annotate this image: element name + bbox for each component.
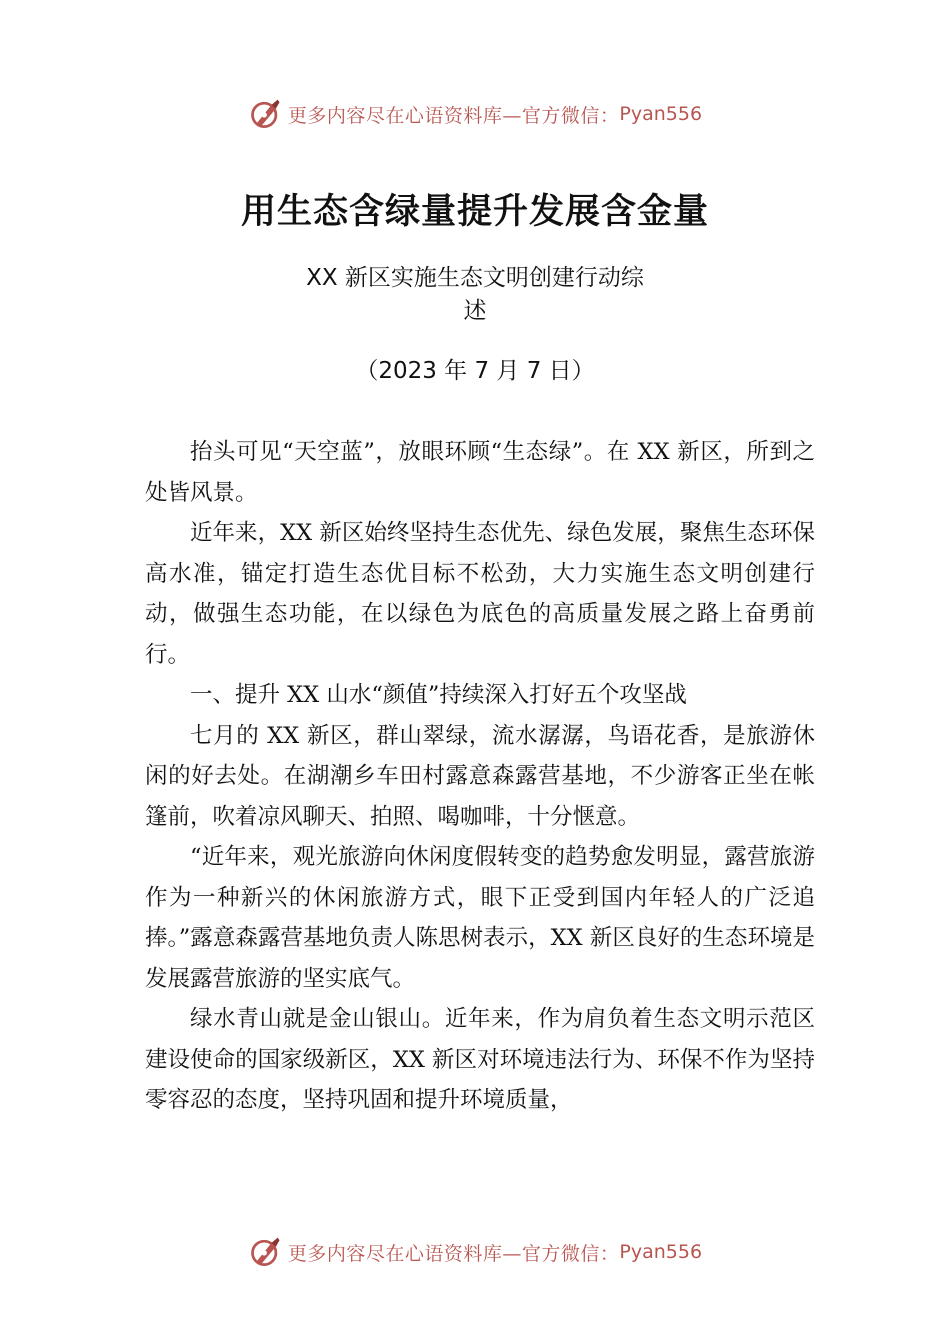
- header-banner-text: 更多内容尽在心语资料库—官方微信：: [287, 104, 620, 127]
- paragraph: 近年来，XX 新区始终坚持生态优先、绿色发展，聚焦生态环保高水准，锚定打造生态优目标不松劲，大力实施生态文明创建行动，做强生态功能，在以绿色为底色的高质量发展之路上奋勇前行。: [145, 520, 815, 668]
- paragraph: “近年来，观光旅游向休闲度假转变的趋势愈发明显，露营旅游作为一种新兴的休闲旅游方式，眼下正受到国内年轻人的广泛追捧。”露意森露营基地负责人陈思树表示，XX 新区良好的生态环境是发展露营旅游的坚实底气。: [145, 844, 815, 992]
- pen-nib-logo-icon: [248, 1234, 284, 1270]
- header-banner: [0, 94, 950, 134]
- footer-banner-text: 更多内容尽在心语资料库—官方微信：: [287, 1242, 620, 1265]
- footer-banner-id: Pyan556: [619, 1241, 703, 1263]
- pen-nib-logo-icon: [248, 96, 284, 132]
- section-heading: 一、提升 XX 山水“颜值”持续深入打好五个攻坚战: [190, 682, 687, 708]
- document-body: [145, 432, 815, 1121]
- paragraph: 抬头可见“天空蓝”，放眼环顾“生态绿”。在 XX 新区，所到之处皆风景。: [145, 439, 815, 506]
- subtitle-line-1: XX 新区实施生态文明创建行动综: [306, 265, 644, 291]
- document-date: （2023 年 7 月 7 日）: [355, 358, 595, 384]
- header-banner-id: Pyan556: [619, 103, 703, 125]
- document-title: 用生态含绿量提升发展含金量: [240, 191, 709, 232]
- footer-banner: [0, 1232, 950, 1272]
- subtitle-line-2: 述: [463, 298, 487, 324]
- paragraph: 七月的 XX 新区，群山翠绿，流水潺潺，鸟语花香，是旅游休闲的好去处。在湖潮乡车田村露意森露营基地，不少游客正坐在帐篷前，吹着凉风聊天、拍照、喝咖啡，十分惬意。: [145, 722, 815, 830]
- document-subtitle: [0, 262, 950, 328]
- paragraph: 绿水青山就是金山银山。近年来，作为肩负着生态文明示范区建设使命的国家级新区，XX 新区对环境违法行为、环保不作为坚持零容忍的态度，坚持巩固和提升环境质量，: [145, 1006, 815, 1113]
